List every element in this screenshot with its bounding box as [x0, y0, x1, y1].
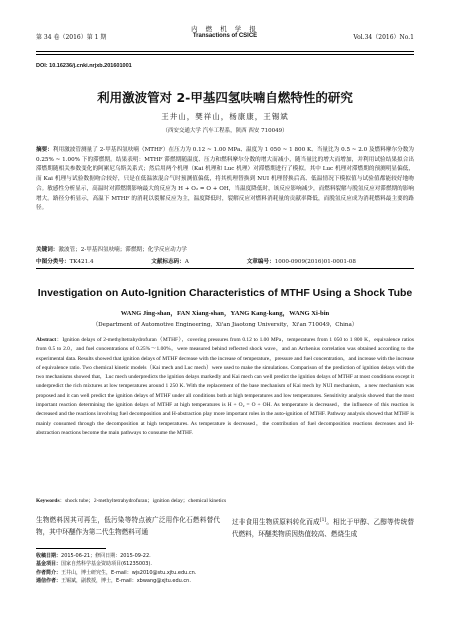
cn-classification: [36, 257, 414, 265]
cn-keywords-label: 关键词：: [36, 247, 59, 253]
en-authors: WANG Jing-shan，FAN Xiang-shan，YANG Kang-kang，WANG Xi-bin: [120, 310, 330, 317]
body-paragraph: 生物燃料因其可再生，低污染等特点被广泛用作化石燃料替代物，其中环醚作为第二代生物燃料可通: [36, 516, 220, 536]
doc-code-value: A: [184, 259, 189, 265]
doc-code-block: [151, 259, 217, 265]
header-volume-cn: 第 34 卷（2016）第 1 期: [36, 34, 107, 41]
corr-value[interactable]: 王锡斌，副教授，博士，E-mail：xbwang@xjtu.edu.cn.: [61, 578, 191, 585]
header-journal-cn: 内 燃 机 学 报: [191, 25, 259, 33]
cn-keywords-text: 激波管；2-甲基四氢呋喃；滞燃期；化学反应动力学: [58, 247, 187, 253]
body-column-right: [232, 515, 414, 540]
clc-label: 中图分类号：: [36, 259, 70, 265]
en-affiliation: （Department of Automotive Engineering，Xi'an Jiaotong University，Xi'an 710049，China）: [92, 322, 358, 328]
cn-abstract-text: 利用激波管测量了 2-甲基四氢呋喃（MTHF）在压力为 0.12 ~ 1.00 MPa、温度为 1 050 ~ 1 800 K、当量比为 0.5 ~ 2.0 及燃料摩尔分数为 0.25% ~ 1.00% 下的滞燃期。结果表明：MTHF 滞燃期随温度、压力和燃料摩尔分数的增大而减小，随当量比的增大而增加，并利用试验结果拟合出滞燃期随相关参数变化的阿累尼乌斯关系式；然后用两个机理（Kai 机理和 Luc 机理）对滞燃期进行了模拟。其中 Luc 机理对滞燃期的预测明显偏低，而 Kai 机理与试验数据吻合较好，只是在低温浓混合气时预测值偏低，将其机理替换到 NUI 机理替换后高、低温情况下模拟值与试验值都能较好地吻合。敏感性分析显示，高温时对滞燃期影响最大的反应为 H + O₂ = O + OH，当温度降低时，该反应影响减少，而燃料裂解与脱氢反应对滞燃期的影响增大。路径分析显示，高温下 MTHF 的消耗以裂解反应为主，温度降低时，裂解反应对燃料消耗量的贡献率降低，而脱氢反应成为消耗燃料最主要的路径。: [36, 147, 414, 212]
citation-ref[interactable]: [1]: [319, 518, 327, 523]
doc-code-label: 文献标志码：: [151, 259, 185, 265]
cn-abstract: [36, 146, 414, 214]
doi[interactable]: DOI: 10.16236/j.cnki.nrjxb.201601001: [36, 63, 132, 69]
en-abstract: [36, 336, 414, 438]
running-header: [36, 22, 414, 48]
footnote-author: [36, 569, 414, 577]
footnotes: [36, 552, 414, 586]
author-label: 作者简介：: [36, 569, 62, 576]
en-keywords-text: ：shock tube；2-methyltetrahydrofuran；ignition delay；chemical kinetics: [59, 498, 227, 504]
cn-title: 利用激波管对 2-甲基四氢呋喃自燃特性的研究: [97, 90, 353, 105]
received-label: 收稿日期：: [36, 553, 62, 559]
footnote-corresponding: [36, 577, 414, 585]
fund-label: 基金项目：: [36, 561, 62, 568]
footnote-received: [36, 552, 414, 560]
cn-abstract-label: 摘要：: [36, 147, 53, 153]
cn-authors: 王井山，樊祥山，杨康康，王锡斌: [161, 112, 289, 121]
received-value: 2015-06-21；修回日期：2015-09-22.: [61, 553, 151, 559]
header-volume-en: Vol.34（2016）No.1: [353, 34, 414, 41]
clc-value: TK421.4: [69, 259, 94, 265]
cn-affiliation: （西安交通大学 汽车工程系，陕西 西安 710049）: [162, 128, 288, 134]
corr-label: 通信作者：: [36, 578, 62, 585]
footnote-rule: [36, 548, 106, 549]
en-keywords-label: Keywords: [36, 498, 60, 504]
en-abstract-label: Abstract: [36, 337, 57, 343]
body-text: 过非食用生物质原料转化而成: [232, 518, 320, 527]
article-no-value: 1000-0909(2016)01-0001-08: [274, 259, 356, 265]
cn-keywords: [36, 245, 414, 253]
en-abstract-text: ：Ignition delays of 2-methyltetrahydrofuran（MTHF），covering pressures from 0.12 to 1.00 MPa，temperatures from 1 050 to 1 800 K，equivalence ratios from 0.5 to 2.0，and fuel concentrations of 0.25%～1.00%，were measured behind reflected shock wave，and an Arrhenius correlation was obtained according to the experimental data. Results showed that ignition delays of MTHF decrease with the increase of temperature，pressure and fuel concentration，and increase with the increase of equivalence ratio. Two chemical kinetic models（Kai mech and Luc mech）were used to make the simulations. Comparison of the prediction of ignition delays with the two mechanisms showed that，Luc mech underpredicts the ignition delays markedly and Kai mech can well predict the ignition delays of MTHF at most conditions except it underpredict the rich mixtures at low temperatures around 1 250 K. With the replacement of the base mechanism of Kai mech by NUI mechanism，a new mechanism was proposed and it can well predict the ignition delays of MTHF under all conditions both at high temperatures and low temperatures. Sensitivity analysis showed that the most important reaction determining the ignition delays of MTHF at high temperatures is H + O₂ = O + OH. As temperature is decreased，the influence of this reaction is decreased and the reactions involving fuel decomposition and H-abstraction play more important roles in the auto-ignition of MTHF. Pathway analysis showed that MTHF is mainly consumed through the decomposition at high temperatures. As temperature is decreased，the contribution of fuel decomposition reactions decreases and H-abstraction reactions become the main pathways to consume the MTHF.: [36, 337, 414, 436]
body-column-left: [36, 515, 220, 538]
fund-value: 国家自然科学基金资助项目(61235003).: [61, 561, 152, 568]
body-paragraph: [232, 515, 414, 540]
clc-block: [36, 259, 122, 265]
header-rule-thin: [36, 54, 414, 55]
en-keywords: [36, 496, 414, 504]
article-no-block: [247, 259, 384, 265]
body-text: 。相比于甲醇、乙醇等传统替代燃料，环醚类物质因热值较高、燃烧生成: [232, 518, 414, 538]
author-value[interactable]: 王井山，博士研究生，E-mail：wjs2010@stu.xjtu.edu.cn.: [61, 569, 197, 576]
classification-rule: [36, 268, 414, 269]
footnote-fund: [36, 560, 414, 568]
header-journal-en: Transactions of CSICE: [192, 33, 258, 39]
en-title: Investigation on Auto-Ignition Characteristics of MTHF Using a Shock Tube: [37, 287, 413, 299]
article-no-label: 文章编号：: [246, 259, 275, 265]
header-rule: [36, 51, 414, 52]
